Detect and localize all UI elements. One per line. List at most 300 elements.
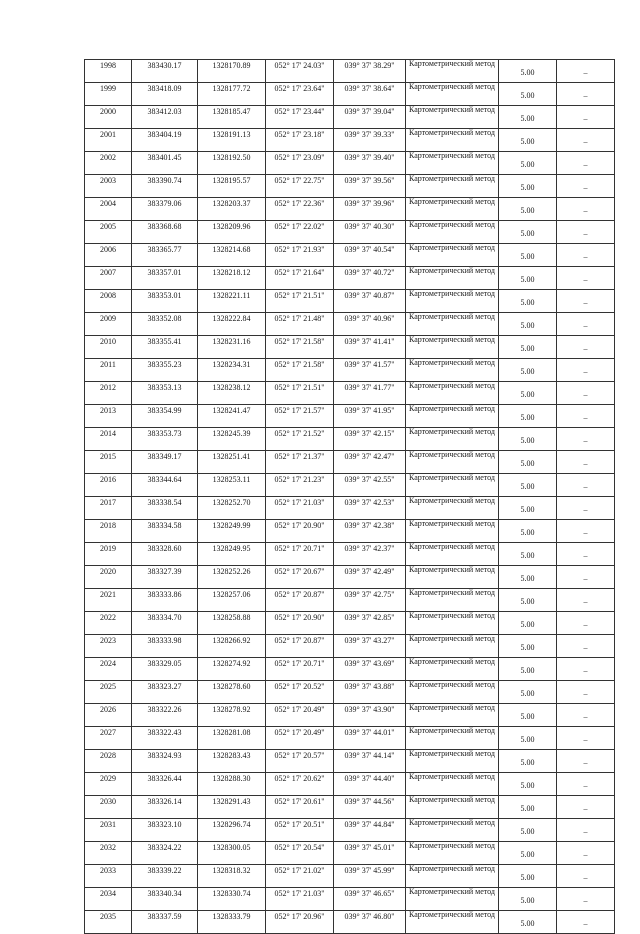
latitude-cell: 052° 17' 20.49": [266, 727, 334, 750]
y-coordinate-cell: 1328203.37: [198, 198, 266, 221]
point-number-cell: 2033: [85, 865, 132, 888]
longitude-cell: 039° 37' 40.87": [334, 290, 406, 313]
y-coordinate-cell: 1328252.70: [198, 497, 266, 520]
point-number-cell: 2020: [85, 566, 132, 589]
latitude-cell: 052° 17' 20.90": [266, 520, 334, 543]
point-number-cell: 2015: [85, 451, 132, 474]
point-number-cell: 2005: [85, 221, 132, 244]
x-coordinate-cell: 383355.41: [132, 336, 198, 359]
accuracy-cell: 5.00: [499, 497, 557, 520]
note-cell: –: [557, 428, 615, 451]
longitude-cell: 039° 37' 43.69": [334, 658, 406, 681]
table-row: [85, 589, 615, 612]
x-coordinate-cell: 383352.08: [132, 313, 198, 336]
table-row: [85, 451, 615, 474]
y-coordinate-cell: 1328288.30: [198, 773, 266, 796]
note-cell: –: [557, 60, 615, 83]
longitude-cell: 039° 37' 42.75": [334, 589, 406, 612]
accuracy-cell: 5.00: [499, 451, 557, 474]
longitude-cell: 039° 37' 39.40": [334, 152, 406, 175]
y-coordinate-cell: 1328278.60: [198, 681, 266, 704]
point-number-cell: 2002: [85, 152, 132, 175]
table-row: [85, 796, 615, 819]
latitude-cell: 052° 17' 20.61": [266, 796, 334, 819]
x-coordinate-cell: 383353.13: [132, 382, 198, 405]
y-coordinate-cell: 1328283.43: [198, 750, 266, 773]
longitude-cell: 039° 37' 46.80": [334, 911, 406, 934]
table-row: [85, 428, 615, 451]
accuracy-cell: 5.00: [499, 60, 557, 83]
latitude-cell: 052° 17' 21.57": [266, 405, 334, 428]
longitude-cell: 039° 37' 42.55": [334, 474, 406, 497]
point-number-cell: 2031: [85, 819, 132, 842]
note-cell: –: [557, 704, 615, 727]
note-cell: –: [557, 152, 615, 175]
y-coordinate-cell: 1328333.79: [198, 911, 266, 934]
table-row: [85, 520, 615, 543]
x-coordinate-cell: 383390.74: [132, 175, 198, 198]
note-cell: –: [557, 566, 615, 589]
table-row: [85, 658, 615, 681]
latitude-cell: 052° 17' 23.09": [266, 152, 334, 175]
accuracy-cell: 5.00: [499, 865, 557, 888]
accuracy-cell: 5.00: [499, 842, 557, 865]
y-coordinate-cell: 1328241.47: [198, 405, 266, 428]
x-coordinate-cell: 383324.22: [132, 842, 198, 865]
point-number-cell: 2018: [85, 520, 132, 543]
point-number-cell: 2022: [85, 612, 132, 635]
point-number-cell: 2026: [85, 704, 132, 727]
note-cell: –: [557, 313, 615, 336]
note-cell: –: [557, 451, 615, 474]
latitude-cell: 052° 17' 24.03": [266, 60, 334, 83]
x-coordinate-cell: 383326.14: [132, 796, 198, 819]
table-row: [85, 290, 615, 313]
point-number-cell: 2021: [85, 589, 132, 612]
note-cell: –: [557, 865, 615, 888]
y-coordinate-cell: 1328266.92: [198, 635, 266, 658]
y-coordinate-cell: 1328330.74: [198, 888, 266, 911]
method-cell: Картометрический метод: [406, 451, 499, 474]
accuracy-cell: 5.00: [499, 336, 557, 359]
latitude-cell: 052° 17' 21.51": [266, 382, 334, 405]
method-cell: Картометрический метод: [406, 198, 499, 221]
note-cell: –: [557, 83, 615, 106]
accuracy-cell: 5.00: [499, 106, 557, 129]
longitude-cell: 039° 37' 44.56": [334, 796, 406, 819]
x-coordinate-cell: 383344.64: [132, 474, 198, 497]
y-coordinate-cell: 1328291.43: [198, 796, 266, 819]
method-cell: Картометрический метод: [406, 428, 499, 451]
latitude-cell: 052° 17' 21.02": [266, 865, 334, 888]
table-row: [85, 152, 615, 175]
y-coordinate-cell: 1328177.72: [198, 83, 266, 106]
method-cell: Картометрический метод: [406, 313, 499, 336]
longitude-cell: 039° 37' 44.84": [334, 819, 406, 842]
longitude-cell: 039° 37' 42.85": [334, 612, 406, 635]
point-number-cell: 2027: [85, 727, 132, 750]
accuracy-cell: 5.00: [499, 658, 557, 681]
note-cell: –: [557, 520, 615, 543]
latitude-cell: 052° 17' 20.49": [266, 704, 334, 727]
method-cell: Картометрический метод: [406, 497, 499, 520]
x-coordinate-cell: 383404.19: [132, 129, 198, 152]
latitude-cell: 052° 17' 20.87": [266, 589, 334, 612]
note-cell: –: [557, 727, 615, 750]
y-coordinate-cell: 1328252.26: [198, 566, 266, 589]
y-coordinate-cell: 1328192.50: [198, 152, 266, 175]
latitude-cell: 052° 17' 23.18": [266, 129, 334, 152]
table-row: [85, 842, 615, 865]
accuracy-cell: 5.00: [499, 635, 557, 658]
longitude-cell: 039° 37' 38.29": [334, 60, 406, 83]
x-coordinate-cell: 383379.06: [132, 198, 198, 221]
note-cell: –: [557, 589, 615, 612]
point-number-cell: 2000: [85, 106, 132, 129]
note-cell: –: [557, 359, 615, 382]
accuracy-cell: 5.00: [499, 221, 557, 244]
y-coordinate-cell: 1328218.12: [198, 267, 266, 290]
point-number-cell: 2017: [85, 497, 132, 520]
y-coordinate-cell: 1328245.39: [198, 428, 266, 451]
table-row: [85, 221, 615, 244]
table-row: [85, 543, 615, 566]
method-cell: Картометрический метод: [406, 773, 499, 796]
table-row: [85, 175, 615, 198]
x-coordinate-cell: 383418.09: [132, 83, 198, 106]
accuracy-cell: 5.00: [499, 474, 557, 497]
x-coordinate-cell: 383322.26: [132, 704, 198, 727]
table-row: [85, 635, 615, 658]
table-row: [85, 497, 615, 520]
y-coordinate-cell: 1328296.74: [198, 819, 266, 842]
method-cell: Картометрический метод: [406, 359, 499, 382]
point-number-cell: 2030: [85, 796, 132, 819]
x-coordinate-cell: 383339.22: [132, 865, 198, 888]
table-row: [85, 888, 615, 911]
note-cell: –: [557, 497, 615, 520]
y-coordinate-cell: 1328209.96: [198, 221, 266, 244]
note-cell: –: [557, 888, 615, 911]
latitude-cell: 052° 17' 23.64": [266, 83, 334, 106]
x-coordinate-cell: 383368.68: [132, 221, 198, 244]
longitude-cell: 039° 37' 41.41": [334, 336, 406, 359]
table-body: [85, 60, 615, 934]
table-row: [85, 336, 615, 359]
longitude-cell: 039° 37' 43.90": [334, 704, 406, 727]
longitude-cell: 039° 37' 40.72": [334, 267, 406, 290]
note-cell: –: [557, 405, 615, 428]
longitude-cell: 039° 37' 39.96": [334, 198, 406, 221]
note-cell: –: [557, 221, 615, 244]
accuracy-cell: 5.00: [499, 290, 557, 313]
table-row: [85, 865, 615, 888]
table-row: [85, 819, 615, 842]
x-coordinate-cell: 383355.23: [132, 359, 198, 382]
method-cell: Картометрический метод: [406, 819, 499, 842]
point-number-cell: 2014: [85, 428, 132, 451]
y-coordinate-cell: 1328191.13: [198, 129, 266, 152]
latitude-cell: 052° 17' 20.62": [266, 773, 334, 796]
accuracy-cell: 5.00: [499, 382, 557, 405]
longitude-cell: 039° 37' 39.56": [334, 175, 406, 198]
table-row: [85, 382, 615, 405]
longitude-cell: 039° 37' 46.65": [334, 888, 406, 911]
method-cell: Картометрический метод: [406, 842, 499, 865]
method-cell: Картометрический метод: [406, 911, 499, 934]
point-number-cell: 2007: [85, 267, 132, 290]
point-number-cell: 2001: [85, 129, 132, 152]
x-coordinate-cell: 383357.01: [132, 267, 198, 290]
x-coordinate-cell: 383365.77: [132, 244, 198, 267]
note-cell: –: [557, 474, 615, 497]
table-row: [85, 106, 615, 129]
y-coordinate-cell: 1328249.95: [198, 543, 266, 566]
method-cell: Картометрический метод: [406, 244, 499, 267]
longitude-cell: 039° 37' 42.37": [334, 543, 406, 566]
latitude-cell: 052° 17' 20.96": [266, 911, 334, 934]
latitude-cell: 052° 17' 21.93": [266, 244, 334, 267]
note-cell: –: [557, 543, 615, 566]
accuracy-cell: 5.00: [499, 819, 557, 842]
accuracy-cell: 5.00: [499, 313, 557, 336]
y-coordinate-cell: 1328257.06: [198, 589, 266, 612]
accuracy-cell: 5.00: [499, 566, 557, 589]
accuracy-cell: 5.00: [499, 773, 557, 796]
longitude-cell: 039° 37' 40.96": [334, 313, 406, 336]
latitude-cell: 052° 17' 20.71": [266, 543, 334, 566]
x-coordinate-cell: 383323.27: [132, 681, 198, 704]
note-cell: –: [557, 336, 615, 359]
method-cell: Картометрический метод: [406, 106, 499, 129]
table-row: [85, 704, 615, 727]
latitude-cell: 052° 17' 21.48": [266, 313, 334, 336]
point-number-cell: 2016: [85, 474, 132, 497]
accuracy-cell: 5.00: [499, 405, 557, 428]
method-cell: Картометрический метод: [406, 681, 499, 704]
latitude-cell: 052° 17' 20.67": [266, 566, 334, 589]
note-cell: –: [557, 612, 615, 635]
longitude-cell: 039° 37' 42.53": [334, 497, 406, 520]
method-cell: Картометрический метод: [406, 750, 499, 773]
accuracy-cell: 5.00: [499, 681, 557, 704]
accuracy-cell: 5.00: [499, 520, 557, 543]
method-cell: Картометрический метод: [406, 635, 499, 658]
y-coordinate-cell: 1328221.11: [198, 290, 266, 313]
accuracy-cell: 5.00: [499, 612, 557, 635]
note-cell: –: [557, 382, 615, 405]
note-cell: –: [557, 911, 615, 934]
note-cell: –: [557, 290, 615, 313]
point-number-cell: 2011: [85, 359, 132, 382]
y-coordinate-cell: 1328185.47: [198, 106, 266, 129]
longitude-cell: 039° 37' 42.15": [334, 428, 406, 451]
x-coordinate-cell: 383338.54: [132, 497, 198, 520]
longitude-cell: 039° 37' 43.88": [334, 681, 406, 704]
accuracy-cell: 5.00: [499, 267, 557, 290]
y-coordinate-cell: 1328238.12: [198, 382, 266, 405]
table-row: [85, 405, 615, 428]
table-row: [85, 267, 615, 290]
note-cell: –: [557, 635, 615, 658]
table-row: [85, 773, 615, 796]
x-coordinate-cell: 383327.39: [132, 566, 198, 589]
y-coordinate-cell: 1328214.68: [198, 244, 266, 267]
latitude-cell: 052° 17' 22.02": [266, 221, 334, 244]
method-cell: Картометрический метод: [406, 888, 499, 911]
x-coordinate-cell: 383349.17: [132, 451, 198, 474]
x-coordinate-cell: 383412.03: [132, 106, 198, 129]
table-row: [85, 566, 615, 589]
note-cell: –: [557, 175, 615, 198]
longitude-cell: 039° 37' 40.30": [334, 221, 406, 244]
method-cell: Картометрический метод: [406, 474, 499, 497]
longitude-cell: 039° 37' 39.33": [334, 129, 406, 152]
point-number-cell: 2025: [85, 681, 132, 704]
note-cell: –: [557, 681, 615, 704]
note-cell: –: [557, 658, 615, 681]
method-cell: Картометрический метод: [406, 566, 499, 589]
latitude-cell: 052° 17' 22.75": [266, 175, 334, 198]
table-row: [85, 359, 615, 382]
coordinates-table: [84, 59, 615, 934]
accuracy-cell: 5.00: [499, 129, 557, 152]
latitude-cell: 052° 17' 20.51": [266, 819, 334, 842]
point-number-cell: 1998: [85, 60, 132, 83]
latitude-cell: 052° 17' 21.03": [266, 888, 334, 911]
method-cell: Картометрический метод: [406, 612, 499, 635]
longitude-cell: 039° 37' 41.95": [334, 405, 406, 428]
accuracy-cell: 5.00: [499, 589, 557, 612]
x-coordinate-cell: 383323.10: [132, 819, 198, 842]
method-cell: Картометрический метод: [406, 152, 499, 175]
accuracy-cell: 5.00: [499, 727, 557, 750]
method-cell: Картометрический метод: [406, 405, 499, 428]
longitude-cell: 039° 37' 39.04": [334, 106, 406, 129]
accuracy-cell: 5.00: [499, 428, 557, 451]
point-number-cell: 2032: [85, 842, 132, 865]
method-cell: Картометрический метод: [406, 60, 499, 83]
method-cell: Картометрический метод: [406, 129, 499, 152]
y-coordinate-cell: 1328234.31: [198, 359, 266, 382]
table-row: [85, 612, 615, 635]
y-coordinate-cell: 1328222.84: [198, 313, 266, 336]
note-cell: –: [557, 842, 615, 865]
y-coordinate-cell: 1328251.41: [198, 451, 266, 474]
latitude-cell: 052° 17' 20.52": [266, 681, 334, 704]
longitude-cell: 039° 37' 42.47": [334, 451, 406, 474]
method-cell: Картометрический метод: [406, 175, 499, 198]
point-number-cell: 2024: [85, 658, 132, 681]
accuracy-cell: 5.00: [499, 750, 557, 773]
accuracy-cell: 5.00: [499, 911, 557, 934]
note-cell: –: [557, 244, 615, 267]
x-coordinate-cell: 383430.17: [132, 60, 198, 83]
point-number-cell: 2004: [85, 198, 132, 221]
accuracy-cell: 5.00: [499, 198, 557, 221]
method-cell: Картометрический метод: [406, 336, 499, 359]
longitude-cell: 039° 37' 44.14": [334, 750, 406, 773]
method-cell: Картометрический метод: [406, 83, 499, 106]
accuracy-cell: 5.00: [499, 244, 557, 267]
y-coordinate-cell: 1328258.88: [198, 612, 266, 635]
note-cell: –: [557, 796, 615, 819]
point-number-cell: 2023: [85, 635, 132, 658]
x-coordinate-cell: 383322.43: [132, 727, 198, 750]
latitude-cell: 052° 17' 20.54": [266, 842, 334, 865]
latitude-cell: 052° 17' 21.37": [266, 451, 334, 474]
table-row: [85, 129, 615, 152]
point-number-cell: 2028: [85, 750, 132, 773]
latitude-cell: 052° 17' 20.57": [266, 750, 334, 773]
note-cell: –: [557, 773, 615, 796]
latitude-cell: 052° 17' 21.23": [266, 474, 334, 497]
y-coordinate-cell: 1328281.08: [198, 727, 266, 750]
point-number-cell: 2008: [85, 290, 132, 313]
x-coordinate-cell: 383340.34: [132, 888, 198, 911]
x-coordinate-cell: 383354.99: [132, 405, 198, 428]
accuracy-cell: 5.00: [499, 83, 557, 106]
y-coordinate-cell: 1328195.57: [198, 175, 266, 198]
latitude-cell: 052° 17' 20.87": [266, 635, 334, 658]
accuracy-cell: 5.00: [499, 704, 557, 727]
note-cell: –: [557, 106, 615, 129]
point-number-cell: 2003: [85, 175, 132, 198]
point-number-cell: 2035: [85, 911, 132, 934]
accuracy-cell: 5.00: [499, 543, 557, 566]
latitude-cell: 052° 17' 21.52": [266, 428, 334, 451]
accuracy-cell: 5.00: [499, 359, 557, 382]
longitude-cell: 039° 37' 44.40": [334, 773, 406, 796]
longitude-cell: 039° 37' 42.38": [334, 520, 406, 543]
accuracy-cell: 5.00: [499, 152, 557, 175]
x-coordinate-cell: 383333.86: [132, 589, 198, 612]
latitude-cell: 052° 17' 21.64": [266, 267, 334, 290]
y-coordinate-cell: 1328253.11: [198, 474, 266, 497]
method-cell: Картометрический метод: [406, 796, 499, 819]
table-row: [85, 474, 615, 497]
x-coordinate-cell: 383334.58: [132, 520, 198, 543]
table-row: [85, 244, 615, 267]
longitude-cell: 039° 37' 43.27": [334, 635, 406, 658]
accuracy-cell: 5.00: [499, 175, 557, 198]
table-row: [85, 750, 615, 773]
y-coordinate-cell: 1328170.89: [198, 60, 266, 83]
method-cell: Картометрический метод: [406, 704, 499, 727]
latitude-cell: 052° 17' 20.71": [266, 658, 334, 681]
accuracy-cell: 5.00: [499, 888, 557, 911]
longitude-cell: 039° 37' 44.01": [334, 727, 406, 750]
y-coordinate-cell: 1328231.16: [198, 336, 266, 359]
method-cell: Картометрический метод: [406, 543, 499, 566]
method-cell: Картометрический метод: [406, 221, 499, 244]
note-cell: –: [557, 129, 615, 152]
method-cell: Картометрический метод: [406, 589, 499, 612]
latitude-cell: 052° 17' 21.03": [266, 497, 334, 520]
latitude-cell: 052° 17' 21.58": [266, 359, 334, 382]
table-row: [85, 83, 615, 106]
point-number-cell: 2006: [85, 244, 132, 267]
latitude-cell: 052° 17' 22.36": [266, 198, 334, 221]
table-row: [85, 313, 615, 336]
latitude-cell: 052° 17' 20.90": [266, 612, 334, 635]
x-coordinate-cell: 383333.98: [132, 635, 198, 658]
x-coordinate-cell: 383337.59: [132, 911, 198, 934]
longitude-cell: 039° 37' 45.01": [334, 842, 406, 865]
point-number-cell: 2019: [85, 543, 132, 566]
method-cell: Картометрический метод: [406, 267, 499, 290]
x-coordinate-cell: 383329.05: [132, 658, 198, 681]
